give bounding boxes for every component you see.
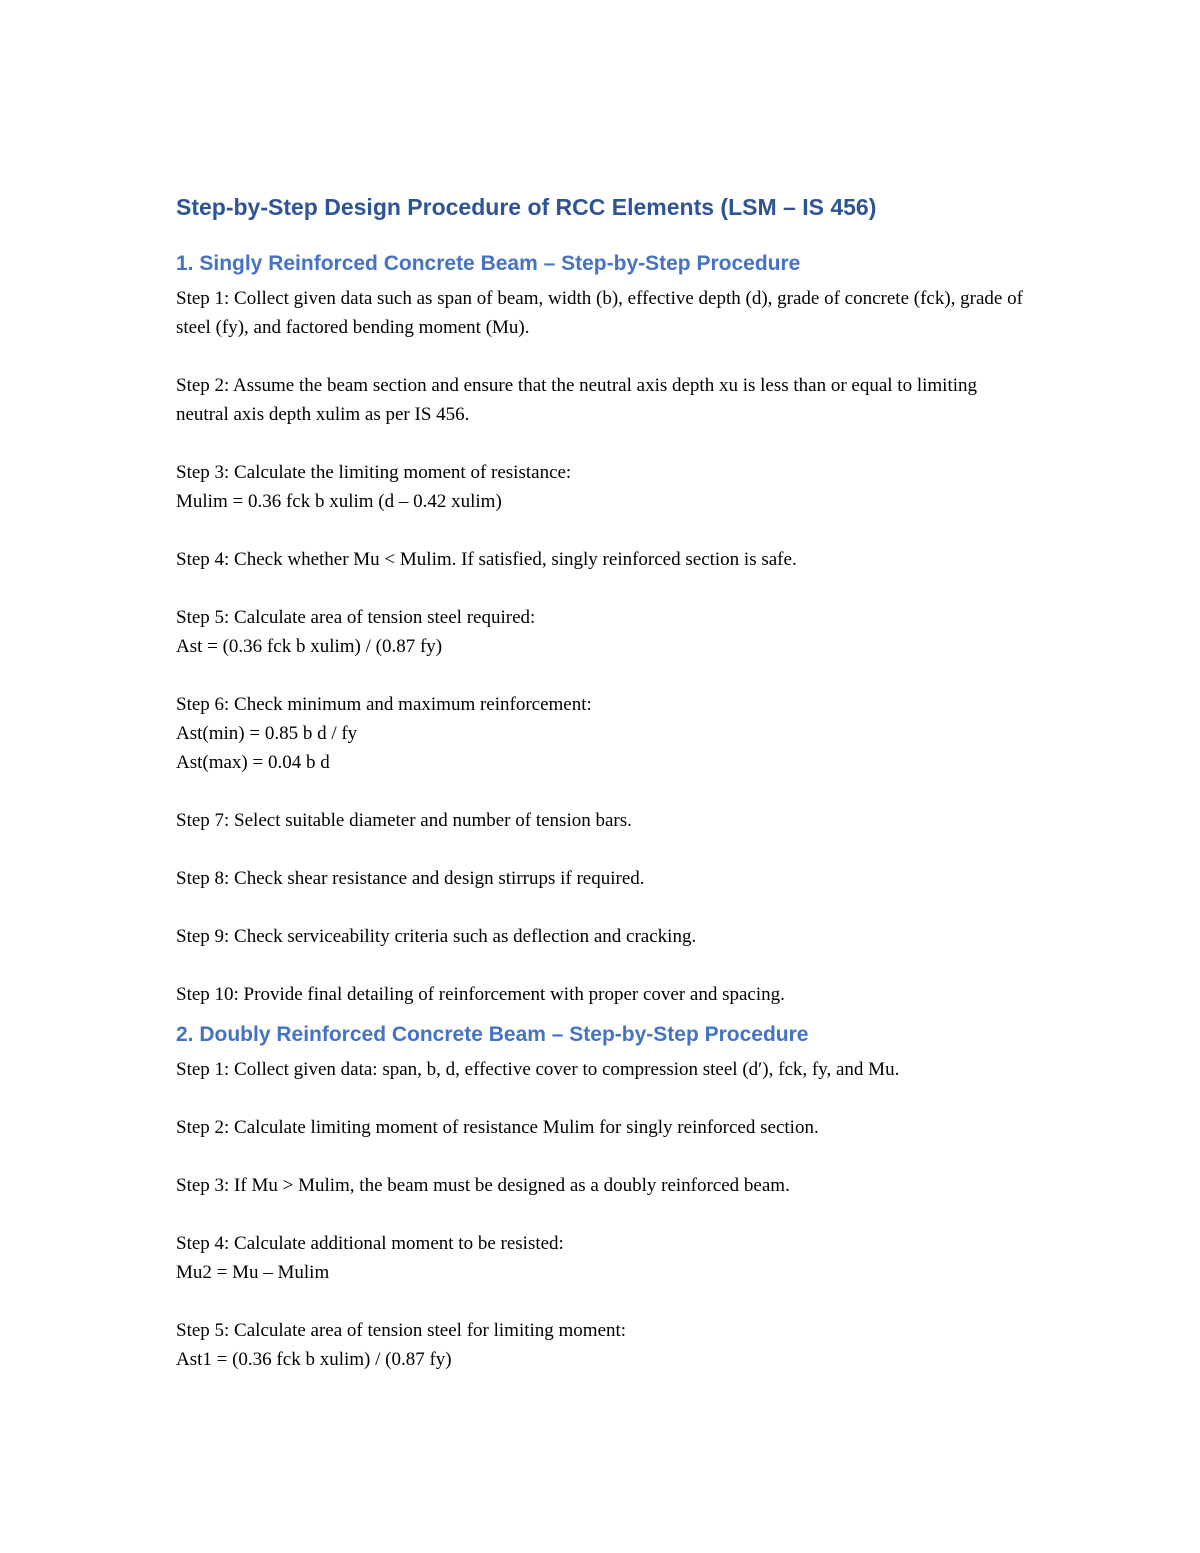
step-paragraph	[176, 1113, 1026, 1142]
step-paragraph	[176, 371, 1026, 429]
step-text: Step 3: If Mu > Mulim, the beam must be designed as a doubly reinforced beam.	[176, 1175, 790, 1196]
step-paragraph	[176, 1229, 1026, 1287]
formula-line: Ast(min) = 0.85 b d / fy	[176, 723, 358, 744]
step-text: Step 4: Calculate additional moment to be resisted:	[176, 1233, 564, 1254]
step-text: Step 1: Collect given data such as span of beam, width (b), effective depth (d), grade of concrete (fck), grade of steel (fy), and factored bending moment (Mu).	[176, 288, 1023, 338]
document-body	[176, 192, 1026, 1386]
step-paragraph	[176, 864, 1026, 893]
step-text: Step 9: Check serviceability criteria such as deflection and cracking.	[176, 926, 697, 947]
step-text: Step 7: Select suitable diameter and number of tension bars.	[176, 810, 632, 831]
formula-line: Ast1 = (0.36 fck b xulim) / (0.87 fy)	[176, 1349, 452, 1370]
section-heading: 2. Doubly Reinforced Concrete Beam – Step-by-Step Procedure	[176, 1023, 809, 1046]
step-paragraph	[176, 806, 1026, 835]
step-text: Step 3: Calculate the limiting moment of resistance:	[176, 462, 572, 483]
sections-container	[176, 250, 1026, 1374]
step-text: Step 5: Calculate area of tension steel required:	[176, 607, 536, 628]
step-text: Step 6: Check minimum and maximum reinforcement:	[176, 694, 592, 715]
step-paragraph	[176, 1171, 1026, 1200]
formula-line: Ast = (0.36 fck b xulim) / (0.87 fy)	[176, 636, 443, 657]
step-text: Step 2: Calculate limiting moment of resistance Mulim for singly reinforced section.	[176, 1117, 819, 1138]
section-1	[176, 250, 1026, 1009]
section-2	[176, 1021, 1026, 1374]
document-title: Step-by-Step Design Procedure of RCC Elements (LSM – IS 456)	[176, 194, 877, 220]
step-paragraph	[176, 1316, 1026, 1374]
formula-line: Mulim = 0.36 fck b xulim (d – 0.42 xulim)	[176, 491, 502, 512]
step-paragraph	[176, 1055, 1026, 1084]
step-paragraph	[176, 458, 1026, 516]
step-paragraph	[176, 284, 1026, 342]
section-heading: 1. Singly Reinforced Concrete Beam – Step-by-Step Procedure	[176, 252, 801, 275]
step-paragraph	[176, 690, 1026, 777]
step-text: Step 1: Collect given data: span, b, d, effective cover to compression steel (d′), fck, fy, and Mu.	[176, 1059, 900, 1080]
step-paragraph	[176, 603, 1026, 661]
step-text: Step 5: Calculate area of tension steel for limiting moment:	[176, 1320, 627, 1341]
step-text: Step 8: Check shear resistance and design stirrups if required.	[176, 868, 645, 889]
step-text: Step 4: Check whether Mu < Mulim. If satisfied, singly reinforced section is safe.	[176, 549, 797, 570]
step-paragraph	[176, 922, 1026, 951]
step-text: Step 10: Provide final detailing of reinforcement with proper cover and spacing.	[176, 984, 785, 1005]
step-paragraph	[176, 545, 1026, 574]
formula-line: Mu2 = Mu – Mulim	[176, 1262, 330, 1283]
formula-line: Ast(max) = 0.04 b d	[176, 752, 330, 773]
step-text: Step 2: Assume the beam section and ensure that the neutral axis depth xu is less than or equal to limiting neutral axis depth xulim as per IS 456.	[176, 375, 978, 425]
step-paragraph	[176, 980, 1026, 1009]
